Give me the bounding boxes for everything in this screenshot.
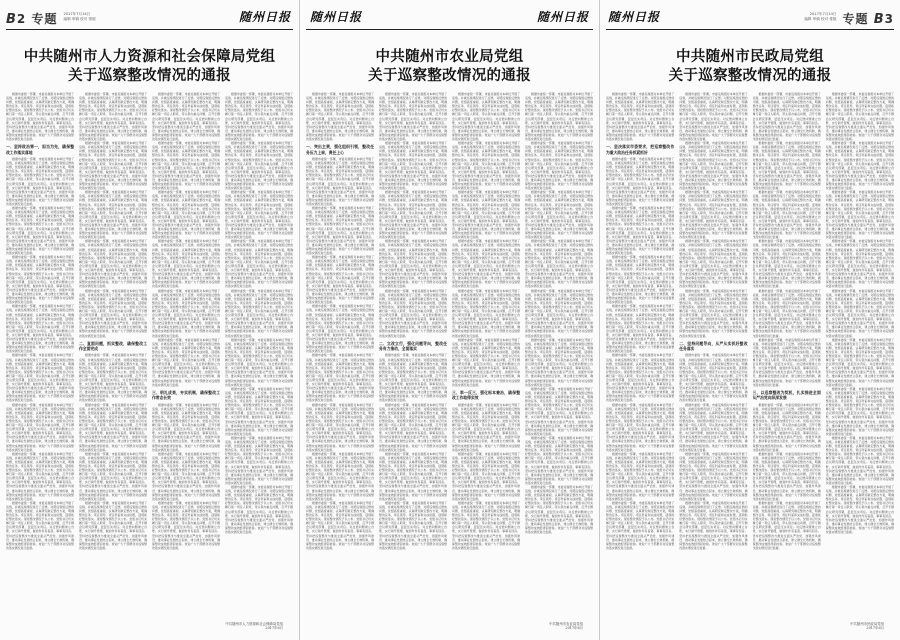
- body-paragraph: 根据市委统一部署，市委巡察组对本单位开展了巡察，并就巡察情况进行了反馈。对照巡察组反馈的问题，党组高度重视，认真研究制定整改方案，明确整改任务、责任领导、责任科室和完成时限，逐项抓好整改落实。现将整改情况予以公布。党组书记切实履行第一责任人职责，带头领办重点问题，召开专题会议研究部署，层层压实责任。对反馈问题建立台账，实行销号管理，做到件件有着落、事事有回音。坚持把巡察整改与推进全面从严治党、加强作风建设、推动事业发展结合起来，建立健全长效机制，确保整改成效经得起检验。欢迎广大干部群众对巡察整改落实情况进行监督。: [379, 190, 447, 240]
- body-paragraph: 根据市委统一部署，市委巡察组对本单位开展了巡察，并就巡察情况进行了反馈。对照巡察组反馈的问题，党组高度重视，认真研究制定整改方案，明确整改任务、责任领导、责任科室和完成时限，逐项抓好整改落实。现将整改情况予以公布。党组书记切实履行第一责任人职责，带头领办重点问题，召开专题会议研究部署，层层压实责任。对反馈问题建立台账，实行销号管理，做到件件有着落、事事有回音。坚持把巡察整改与推进全面从严治党、加强作风建设、推动事业发展结合起来，建立健全长效机制，确保整改成效经得起检验。欢迎广大干部群众对巡察整改落实情况进行监督。: [606, 206, 675, 256]
- body-paragraph: 根据市委统一部署，市委巡察组对本单位开展了巡察，并就巡察情况进行了反馈。对照巡察组反馈的问题，党组高度重视，认真研究制定整改方案，明确整改任务、责任领导、责任科室和完成时限，逐项抓好整改落实。现将整改情况予以公布。党组书记切实履行第一责任人职责，带头领办重点问题，召开专题会议研究部署，层层压实责任。对反馈问题建立台账，实行销号管理，做到件件有着落、事事有回音。坚持把巡察整改与推进全面从严治党、加强作风建设、推动事业发展结合起来，建立健全长效机制，确保整改成效经得起检验。欢迎广大干部群众对巡察整改落实情况进行监督。: [825, 485, 894, 535]
- section-subheading: 一、突出主责，强化组织引领，整改任务压力上肩，责任上心: [306, 144, 374, 155]
- body-paragraph: 根据市委统一部署，市委巡察组对本单位开展了巡察，并就巡察情况进行了反馈。对照巡察组反馈的问题，党组高度重视，认真研究制定整改方案，明确整改任务、责任领导、责任科室和完成时限，逐项抓好整改落实。现将整改情况予以公布。党组书记切实履行第一责任人职责，带头领办重点问题，召开专题会议研究部署，层层压实责任。对反馈问题建立台账，实行销号管理，做到件件有着落、事事有回音。坚持把巡察整改与推进全面从严治党、加强作风建设、推动事业发展结合起来，建立健全长效机制，确保整改成效经得起检验。欢迎广大干部群众对巡察整改落实情况进行监督。: [379, 402, 447, 452]
- body-paragraph: 根据市委统一部署，市委巡察组对本单位开展了巡察，并就巡察情况进行了反馈。对照巡察组反馈的问题，党组高度重视，认真研究制定整改方案，明确整改任务、责任领导、责任科室和完成时限，逐项抓好整改落实。现将整改情况予以公布。党组书记切实履行第一责任人职责，带头领办重点问题，召开专题会议研究部署，层层压实责任。对反馈问题建立台账，实行销号管理，做到件件有着落、事事有回音。坚持把巡察整改与推进全面从严治党、加强作风建设、推动事业发展结合起来，建立健全长效机制，确保整改成效经得起检验。欢迎广大干部群众对巡察整改落实情况进行监督。: [79, 288, 147, 338]
- body-paragraph: 根据市委统一部署，市委巡察组对本单位开展了巡察，并就巡察情况进行了反馈。对照巡察组反馈的问题，党组高度重视，认真研究制定整改方案，明确整改任务、责任领导、责任科室和完成时限，逐项抓好整改落实。现将整改情况予以公布。党组书记切实履行第一责任人职责，带头领办重点问题，召开专题会议研究部署，层层压实责任。对反馈问题建立台账，实行销号管理，做到件件有着落、事事有回音。坚持把巡察整改与推进全面从严治党、加强作风建设、推动事业发展结合起来，建立健全长效机制，确保整改成效经得起检验。欢迎广大干部群众对巡察整改落实情况进行监督。: [525, 288, 593, 338]
- signature-org: 中共随州市民政局党组: [850, 621, 884, 626]
- body-paragraph: 根据市委统一部署，市委巡察组对本单位开展了巡察，并就巡察情况进行了反馈。对照巡察组反馈的问题，党组高度重视，认真研究制定整改方案，明确整改任务、责任领导、责任科室和完成时限，逐项抓好整改落实。现将整改情况予以公布。党组书记切实履行第一责任人职责，带头领办重点问题，召开专题会议研究部署，层层压实责任。对反馈问题建立台账，实行销号管理，做到件件有着落、事事有回音。坚持把巡察整改与推进全面从严治党、加强作风建设、推动事业发展结合起来，建立健全长效机制，确保整改成效经得起检验。欢迎广大干部群众对巡察整改落实情况进行监督。: [825, 141, 894, 191]
- header-editors: 编辑 审稿 校对 排版: [804, 17, 837, 21]
- text-column: [152, 92, 220, 616]
- article-columns: [606, 92, 894, 616]
- body-paragraph: 根据市委统一部署，市委巡察组对本单位开展了巡察，并就巡察情况进行了反馈。对照巡察组反馈的问题，党组高度重视，认真研究制定整改方案，明确整改任务、责任领导、责任科室和完成时限，逐项抓好整改落实。现将整改情况予以公布。党组书记切实履行第一责任人职责，带头领办重点问题，召开专题会议研究部署，层层压实责任。对反馈问题建立台账，实行销号管理，做到件件有着落、事事有回音。坚持把巡察整改与推进全面从严治党、加强作风建设、推动事业发展结合起来，建立健全长效机制，确保整改成效经得起检验。欢迎广大干部群众对巡察整改落实情况进行监督。: [379, 353, 447, 403]
- headline: [0, 48, 299, 86]
- header-date: 2017年7月14日: [809, 12, 837, 16]
- body-paragraph: 根据市委统一部署，市委巡察组对本单位开展了巡察，并就巡察情况进行了反馈。对照巡察组反馈的问题，党组高度重视，认真研究制定整改方案，明确整改任务、责任领导、责任科室和完成时限，逐项抓好整改落实。现将整改情况予以公布。党组书记切实履行第一责任人职责，带头领办重点问题，召开专题会议研究部署，层层压实责任。对反馈问题建立台账，实行销号管理，做到件件有着落、事事有回音。坚持把巡察整改与推进全面从严治党、加强作风建设、推动事业发展结合起来，建立健全长效机制，确保整改成效经得起检验。欢迎广大干部群众对巡察整改落实情况进行监督。: [6, 255, 74, 305]
- body-paragraph: 根据市委统一部署，市委巡察组对本单位开展了巡察，并就巡察情况进行了反馈。对照巡察组反馈的问题，党组高度重视，认真研究制定整改方案，明确整改任务、责任领导、责任科室和完成时限，逐项抓好整改落实。现将整改情况予以公布。党组书记切实履行第一责任人职责，带头领办重点问题，召开专题会议研究部署，层层压实责任。对反馈问题建立台账，实行销号管理，做到件件有着落、事事有回音。坚持把巡察整改与推进全面从严治党、加强作风建设、推动事业发展结合起来，建立健全长效机制，确保整改成效经得起检验。欢迎广大干部群众对巡察整改落实情况进行监督。: [452, 500, 520, 550]
- body-paragraph: 根据市委统一部署，市委巡察组对本单位开展了巡察，并就巡察情况进行了反馈。对照巡察组反馈的问题，党组高度重视，认真研究制定整改方案，明确整改任务、责任领导、责任科室和完成时限，逐项抓好整改落实。现将整改情况予以公布。党组书记切实履行第一责任人职责，带头领办重点问题，召开专题会议研究部署，层层压实责任。对反馈问题建立台账，实行销号管理，做到件件有着落、事事有回音。坚持把巡察整改与推进全面从严治党、加强作风建设、推动事业发展结合起来，建立健全长效机制，确保整改成效经得起检验。欢迎广大干部群众对巡察整改落实情况进行监督。: [152, 141, 220, 191]
- body-paragraph: 根据市委统一部署，市委巡察组对本单位开展了巡察，并就巡察情况进行了反馈。对照巡察组反馈的问题，党组高度重视，认真研究制定整改方案，明确整改任务、责任领导、责任科室和完成时限，逐项抓好整改落实。现将整改情况予以公布。党组书记切实履行第一责任人职责，带头领办重点问题，召开专题会议研究部署，层层压实责任。对反馈问题建立台账，实行销号管理，做到件件有着落、事事有回音。坚持把巡察整改与推进全面从严治党、加强作风建设、推动事业发展结合起来，建立健全长效机制，确保整改成效经得起检验。欢迎广大干部群众对巡察整改落实情况进行监督。: [225, 190, 293, 240]
- header-rule: [306, 29, 593, 30]
- masthead: 随州日报: [238, 10, 291, 24]
- body-paragraph: 根据市委统一部署，市委巡察组对本单位开展了巡察，并就巡察情况进行了反馈。对照巡察组反馈的问题，党组高度重视，认真研究制定整改方案，明确整改任务、责任领导、责任科室和完成时限，逐项抓好整改落实。现将整改情况予以公布。党组书记切实履行第一责任人职责，带头领办重点问题，召开专题会议研究部署，层层压实责任。对反馈问题建立台账，实行销号管理，做到件件有着落、事事有回音。坚持把巡察整改与推进全面从严治党、加强作风建设、推动事业发展结合起来，建立健全长效机制，确保整改成效经得起检验。欢迎广大干部群众对巡察整改落实情况进行监督。: [379, 451, 447, 501]
- body-paragraph: 根据市委统一部署，市委巡察组对本单位开展了巡察，并就巡察情况进行了反馈。对照巡察组反馈的问题，党组高度重视，认真研究制定整改方案，明确整改任务、责任领导、责任科室和完成时限，逐项抓好整改落实。现将整改情况予以公布。党组书记切实履行第一责任人职责，带头领办重点问题，召开专题会议研究部署，层层压实责任。对反馈问题建立台账，实行销号管理，做到件件有着落、事事有回音。坚持把巡察整改与推进全面从严治党、加强作风建设、推动事业发展结合起来，建立健全长效机制，确保整改成效经得起检验。欢迎广大干部群众对巡察整改落实情况进行监督。: [525, 435, 593, 485]
- body-paragraph: 根据市委统一部署，市委巡察组对本单位开展了巡察，并就巡察情况进行了反馈。对照巡察组反馈的问题，党组高度重视，认真研究制定整改方案，明确整改任务、责任领导、责任科室和完成时限，逐项抓好整改落实。现将整改情况予以公布。党组书记切实履行第一责任人职责，带头领办重点问题，召开专题会议研究部署，层层压实责任。对反馈问题建立台账，实行销号管理，做到件件有着落、事事有回音。坚持把巡察整改与推进全面从严治党、加强作风建设、推动事业发展结合起来，建立健全长效机制，确保整改成效经得起检验。欢迎广大干部群众对巡察整改落实情况进行监督。: [452, 190, 520, 240]
- text-column: [306, 92, 374, 616]
- body-paragraph: 根据市委统一部署，市委巡察组对本单位开展了巡察，并就巡察情况进行了反馈。对照巡察组反馈的问题，党组高度重视，认真研究制定整改方案，明确整改任务、责任领导、责任科室和完成时限，逐项抓好整改落实。现将整改情况予以公布。党组书记切实履行第一责任人职责，带头领办重点问题，召开专题会议研究部署，层层压实责任。对反馈问题建立台账，实行销号管理，做到件件有着落、事事有回音。坚持把巡察整改与推进全面从严治党、加强作风建设、推动事业发展结合起来，建立健全长效机制，确保整改成效经得起检验。欢迎广大干部群众对巡察整改落实情况进行监督。: [606, 255, 675, 305]
- text-column: [679, 92, 747, 616]
- body-paragraph: 根据市委统一部署，市委巡察组对本单位开展了巡察，并就巡察情况进行了反馈。对照巡察组反馈的问题，党组高度重视，认真研究制定整改方案，明确整改任务、责任领导、责任科室和完成时限，逐项抓好整改落实。现将整改情况予以公布。党组书记切实履行第一责任人职责，带头领办重点问题，召开专题会议研究部署，层层压实责任。对反馈问题建立台账，实行销号管理，做到件件有着落、事事有回音。坚持把巡察整改与推进全面从严治党、加强作风建设、推动事业发展结合起来，建立健全长效机制，确保整改成效经得起检验。欢迎广大干部群众对巡察整改落实情况进行监督。: [679, 500, 748, 550]
- body-paragraph: 根据市委统一部署，市委巡察组对本单位开展了巡察，并就巡察情况进行了反馈。对照巡察组反馈的问题，党组高度重视，认真研究制定整改方案，明确整改任务、责任领导、责任科室和完成时限，逐项抓好整改落实。现将整改情况予以公布。党组书记切实履行第一责任人职责，带头领办重点问题，召开专题会议研究部署，层层压实责任。对反馈问题建立台账，实行销号管理，做到件件有着落、事事有回音。坚持把巡察整改与推进全面从严治党、加强作风建设、推动事业发展结合起来，建立健全长效机制，确保整改成效经得起检验。欢迎广大干部群众对巡察整改落实情况进行监督。: [752, 288, 821, 338]
- headline: [600, 48, 900, 86]
- body-paragraph: 根据市委统一部署，市委巡察组对本单位开展了巡察，并就巡察情况进行了反馈。对照巡察组反馈的问题，党组高度重视，认真研究制定整改方案，明确整改任务、责任领导、责任科室和完成时限，逐项抓好整改落实。现将整改情况予以公布。党组书记切实履行第一责任人职责，带头领办重点问题，召开专题会议研究部署，层层压实责任。对反馈问题建立台账，实行销号管理，做到件件有着落、事事有回音。坚持把巡察整改与推进全面从严治党、加强作风建设、推动事业发展结合起来，建立健全长效机制，确保整改成效经得起检验。欢迎广大干部群众对巡察整改落实情况进行监督。: [306, 92, 374, 142]
- page-left: [0, 0, 300, 640]
- text-column: [6, 92, 74, 616]
- body-paragraph: 根据市委统一部署，市委巡察组对本单位开展了巡察，并就巡察情况进行了反馈。对照巡察组反馈的问题，党组高度重视，认真研究制定整改方案，明确整改任务、责任领导、责任科室和完成时限，逐项抓好整改落实。现将整改情况予以公布。党组书记切实履行第一责任人职责，带头领办重点问题，召开专题会议研究部署，层层压实责任。对反馈问题建立台账，实行销号管理，做到件件有着落、事事有回音。坚持把巡察整改与推进全面从严治党、加强作风建设、推动事业发展结合起来，建立健全长效机制，确保整改成效经得起检验。欢迎广大干部群众对巡察整改落实情况进行监督。: [825, 239, 894, 289]
- page-center: [300, 0, 600, 640]
- body-paragraph: 根据市委统一部署，市委巡察组对本单位开展了巡察，并就巡察情况进行了反馈。对照巡察组反馈的问题，党组高度重视，认真研究制定整改方案，明确整改任务、责任领导、责任科室和完成时限，逐项抓好整改落实。现将整改情况予以公布。党组书记切实履行第一责任人职责，带头领办重点问题，召开专题会议研究部署，层层压实责任。对反馈问题建立台账，实行销号管理，做到件件有着落、事事有回音。坚持把巡察整改与推进全面从严治党、加强作风建设、推动事业发展结合起来，建立健全长效机制，确保整改成效经得起检验。欢迎广大干部群众对巡察整改落实情况进行监督。: [606, 500, 675, 550]
- text-column: [79, 92, 147, 616]
- section-letter: B: [873, 12, 885, 27]
- body-paragraph: 根据市委统一部署，市委巡察组对本单位开展了巡察，并就巡察情况进行了反馈。对照巡察组反馈的问题，党组高度重视，认真研究制定整改方案，明确整改任务、责任领导、责任科室和完成时限，逐项抓好整改落实。现将整改情况予以公布。党组书记切实履行第一责任人职责，带头领办重点问题，召开专题会议研究部署，层层压实责任。对反馈问题建立台账，实行销号管理，做到件件有着落、事事有回音。坚持把巡察整改与推进全面从严治党、加强作风建设、推动事业发展结合起来，建立健全长效机制，确保整改成效经得起检验。欢迎广大干部群众对巡察整改落实情况进行监督。: [525, 141, 593, 191]
- section-label: 专题: [842, 12, 869, 26]
- body-paragraph: 根据市委统一部署，市委巡察组对本单位开展了巡察，并就巡察情况进行了反馈。对照巡察组反馈的问题，党组高度重视，认真研究制定整改方案，明确整改任务、责任领导、责任科室和完成时限，逐项抓好整改落实。现将整改情况予以公布。党组书记切实履行第一责任人职责，带头领办重点问题，召开专题会议研究部署，层层压实责任。对反馈问题建立台账，实行销号管理，做到件件有着落、事事有回音。坚持把巡察整改与推进全面从严治党、加强作风建设、推动事业发展结合起来，建立健全长效机制，确保整改成效经得起检验。欢迎广大干部群众对巡察整改落实情况进行监督。: [152, 451, 220, 501]
- body-paragraph: 根据市委统一部署，市委巡察组对本单位开展了巡察，并就巡察情况进行了反馈。对照巡察组反馈的问题，党组高度重视，认真研究制定整改方案，明确整改任务、责任领导、责任科室和完成时限，逐项抓好整改落实。现将整改情况予以公布。党组书记切实履行第一责任人职责，带头领办重点问题，召开专题会议研究部署，层层压实责任。对反馈问题建立台账，实行销号管理，做到件件有着落、事事有回音。坚持把巡察整改与推进全面从严治党、加强作风建设、推动事业发展结合起来，建立健全长效机制，确保整改成效经得起检验。欢迎广大干部群众对巡察整改落实情况进行监督。: [152, 92, 220, 142]
- body-paragraph: 根据市委统一部署，市委巡察组对本单位开展了巡察，并就巡察情况进行了反馈。对照巡察组反馈的问题，党组高度重视，认真研究制定整改方案，明确整改任务、责任领导、责任科室和完成时限，逐项抓好整改落实。现将整改情况予以公布。党组书记切实履行第一责任人职责，带头领办重点问题，召开专题会议研究部署，层层压实责任。对反馈问题建立台账，实行销号管理，做到件件有着落、事事有回音。坚持把巡察整改与推进全面从严治党、加强作风建设、推动事业发展结合起来，建立健全长效机制，确保整改成效经得起检验。欢迎广大干部群众对巡察整改落实情况进行监督。: [679, 288, 748, 338]
- header-editors: 编辑 审稿 校对 排版: [63, 17, 96, 21]
- body-paragraph: 根据市委统一部署，市委巡察组对本单位开展了巡察，并就巡察情况进行了反馈。对照巡察组反馈的问题，党组高度重视，认真研究制定整改方案，明确整改任务、责任领导、责任科室和完成时限，逐项抓好整改落实。现将整改情况予以公布。党组书记切实履行第一责任人职责，带头领办重点问题，召开专题会议研究部署，层层压实责任。对反馈问题建立台账，实行销号管理，做到件件有着落、事事有回音。坚持把巡察整改与推进全面从严治党、加强作风建设、推动事业发展结合起来，建立健全长效机制，确保整改成效经得起检验。欢迎广大干部群众对巡察整改落实情况进行监督。: [6, 304, 74, 354]
- section-subheading: 一、坚决落实市委要求，把巡察整改作为重大政治任务抓紧抓好: [606, 144, 675, 155]
- body-paragraph: 根据市委统一部署，市委巡察组对本单位开展了巡察，并就巡察情况进行了反馈。对照巡察组反馈的问题，党组高度重视，认真研究制定整改方案，明确整改任务、责任领导、责任科室和完成时限，逐项抓好整改落实。现将整改情况予以公布。党组书记切实履行第一责任人职责，带头领办重点问题，召开专题会议研究部署，层层压实责任。对反馈问题建立台账，实行销号管理，做到件件有着落、事事有回音。坚持把巡察整改与推进全面从严治党、加强作风建设、推动事业发展结合起来，建立健全长效机制，确保整改成效经得起检验。欢迎广大干部群众对巡察整改落实情况进行监督。: [225, 239, 293, 289]
- body-paragraph: 根据市委统一部署，市委巡察组对本单位开展了巡察，并就巡察情况进行了反馈。对照巡察组反馈的问题，党组高度重视，认真研究制定整改方案，明确整改任务、责任领导、责任科室和完成时限，逐项抓好整改落实。现将整改情况予以公布。党组书记切实履行第一责任人职责，带头领办重点问题，召开专题会议研究部署，层层压实责任。对反馈问题建立台账，实行销号管理，做到件件有着落、事事有回音。坚持把巡察整改与推进全面从严治党、加强作风建设、推动事业发展结合起来，建立健全长效机制，确保整改成效经得起检验。欢迎广大干部群众对巡察整改落实情况进行监督。: [525, 239, 593, 289]
- body-paragraph: 根据市委统一部署，市委巡察组对本单位开展了巡察，并就巡察情况进行了反馈。对照巡察组反馈的问题，党组高度重视，认真研究制定整改方案，明确整改任务、责任领导、责任科室和完成时限，逐项抓好整改落实。现将整改情况予以公布。党组书记切实履行第一责任人职责，带头领办重点问题，召开专题会议研究部署，层层压实责任。对反馈问题建立台账，实行销号管理，做到件件有着落、事事有回音。坚持把巡察整改与推进全面从严治党、加强作风建设、推动事业发展结合起来，建立健全长效机制，确保整改成效经得起检验。欢迎广大干部群众对巡察整改落实情况进行监督。: [525, 337, 593, 387]
- body-paragraph: 根据市委统一部署，市委巡察组对本单位开展了巡察，并就巡察情况进行了反馈。对照巡察组反馈的问题，党组高度重视，认真研究制定整改方案，明确整改任务、责任领导、责任科室和完成时限，逐项抓好整改落实。现将整改情况予以公布。党组书记切实履行第一责任人职责，带头领办重点问题，召开专题会议研究部署，层层压实责任。对反馈问题建立台账，实行销号管理，做到件件有着落、事事有回音。坚持把巡察整改与推进全面从严治党、加强作风建设、推动事业发展结合起来，建立健全长效机制，确保整改成效经得起检验。欢迎广大干部群众对巡察整改落实情况进行监督。: [6, 402, 74, 452]
- body-paragraph: 根据市委统一部署，市委巡察组对本单位开展了巡察，并就巡察情况进行了反馈。对照巡察组反馈的问题，党组高度重视，认真研究制定整改方案，明确整改任务、责任领导、责任科室和完成时限，逐项抓好整改落实。现将整改情况予以公布。党组书记切实履行第一责任人职责，带头领办重点问题，召开专题会议研究部署，层层压实责任。对反馈问题建立台账，实行销号管理，做到件件有着落、事事有回音。坚持把巡察整改与推进全面从严治党、加强作风建设、推动事业发展结合起来，建立健全长效机制，确保整改成效经得起检验。欢迎广大干部群众对巡察整改落实情况进行监督。: [525, 485, 593, 535]
- body-paragraph: 根据市委统一部署，市委巡察组对本单位开展了巡察，并就巡察情况进行了反馈。对照巡察组反馈的问题，党组高度重视，认真研究制定整改方案，明确整改任务、责任领导、责任科室和完成时限，逐项抓好整改落实。现将整改情况予以公布。党组书记切实履行第一责任人职责，带头领办重点问题，召开专题会议研究部署，层层压实责任。对反馈问题建立台账，实行销号管理，做到件件有着落、事事有回音。坚持把巡察整改与推进全面从严治党、加强作风建设、推动事业发展结合起来，建立健全长效机制，确保整改成效经得起检验。欢迎广大干部群众对巡察整改落实情况进行监督。: [752, 451, 821, 501]
- body-paragraph: 根据市委统一部署，市委巡察组对本单位开展了巡察，并就巡察情况进行了反馈。对照巡察组反馈的问题，党组高度重视，认真研究制定整改方案，明确整改任务、责任领导、责任科室和完成时限，逐项抓好整改落实。现将整改情况予以公布。党组书记切实履行第一责任人职责，带头领办重点问题，召开专题会议研究部署，层层压实责任。对反馈问题建立台账，实行销号管理，做到件件有着落、事事有回音。坚持把巡察整改与推进全面从严治党、加强作风建设、推动事业发展结合起来，建立健全长效机制，确保整改成效经得起检验。欢迎广大干部群众对巡察整改落实情况进行监督。: [225, 485, 293, 535]
- section-number: 2: [16, 12, 27, 26]
- signature-date: 2017年6月: [866, 626, 884, 631]
- body-paragraph: 根据市委统一部署，市委巡察组对本单位开展了巡察，并就巡察情况进行了反馈。对照巡察组反馈的问题，党组高度重视，认真研究制定整改方案，明确整改任务、责任领导、责任科室和完成时限，逐项抓好整改落实。现将整改情况予以公布。党组书记切实履行第一责任人职责，带头领办重点问题，召开专题会议研究部署，层层压实责任。对反馈问题建立台账，实行销号管理，做到件件有着落、事事有回音。坚持把巡察整改与推进全面从严治党、加强作风建设、推动事业发展结合起来，建立健全长效机制，确保整改成效经得起检验。欢迎广大干部群众对巡察整改落实情况进行监督。: [306, 206, 374, 256]
- header-rule: [6, 29, 293, 30]
- body-paragraph: 根据市委统一部署，市委巡察组对本单位开展了巡察，并就巡察情况进行了反馈。对照巡察组反馈的问题，党组高度重视，认真研究制定整改方案，明确整改任务、责任领导、责任科室和完成时限，逐项抓好整改落实。现将整改情况予以公布。党组书记切实履行第一责任人职责，带头领办重点问题，召开专题会议研究部署，层层压实责任。对反馈问题建立台账，实行销号管理，做到件件有着落、事事有回音。坚持把巡察整改与推进全面从严治党、加强作风建设、推动事业发展结合起来，建立健全长效机制，确保整改成效经得起检验。欢迎广大干部群众对巡察整改落实情况进行监督。: [225, 435, 293, 485]
- section-subheading: 三、举一反三，强化标本兼治，确保整改工作取得实效: [452, 389, 520, 401]
- body-paragraph: 根据市委统一部署，市委巡察组对本单位开展了巡察，并就巡察情况进行了反馈。对照巡察组反馈的问题，党组高度重视，认真研究制定整改方案，明确整改任务、责任领导、责任科室和完成时限，逐项抓好整改落实。现将整改情况予以公布。党组书记切实履行第一责任人职责，带头领办重点问题，召开专题会议研究部署，层层压实责任。对反馈问题建立台账，实行销号管理，做到件件有着落、事事有回音。坚持把巡察整改与推进全面从严治党、加强作风建设、推动事业发展结合起来，建立健全长效机制，确保整改成效经得起检验。欢迎广大干部群众对巡察整改落实情况进行监督。: [679, 353, 748, 403]
- body-paragraph: 根据市委统一部署，市委巡察组对本单位开展了巡察，并就巡察情况进行了反馈。对照巡察组反馈的问题，党组高度重视，认真研究制定整改方案，明确整改任务、责任领导、责任科室和完成时限，逐项抓好整改落实。现将整改情况予以公布。党组书记切实履行第一责任人职责，带头领办重点问题，召开专题会议研究部署，层层压实责任。对反馈问题建立台账，实行销号管理，做到件件有着落、事事有回音。坚持把巡察整改与推进全面从严治党、加强作风建设、推动事业发展结合起来，建立健全长效机制，确保整改成效经得起检验。欢迎广大干部群众对巡察整改落实情况进行监督。: [525, 190, 593, 240]
- article-columns: [306, 92, 593, 616]
- body-paragraph: 根据市委统一部署，市委巡察组对本单位开展了巡察，并就巡察情况进行了反馈。对照巡察组反馈的问题，党组高度重视，认真研究制定整改方案，明确整改任务、责任领导、责任科室和完成时限，逐项抓好整改落实。现将整改情况予以公布。党组书记切实履行第一责任人职责，带头领办重点问题，召开专题会议研究部署，层层压实责任。对反馈问题建立台账，实行销号管理，做到件件有着落、事事有回音。坚持把巡察整改与推进全面从严治党、加强作风建设、推动事业发展结合起来，建立健全长效机制，确保整改成效经得起检验。欢迎广大干部群众对巡察整改落实情况进行监督。: [606, 451, 675, 501]
- section-subheading: 二、坚持问题导向，从严从实抓好整改任务落实: [679, 340, 748, 352]
- section-number: 3: [884, 12, 894, 26]
- body-paragraph: 根据市委统一部署，市委巡察组对本单位开展了巡察，并就巡察情况进行了反馈。对照巡察组反馈的问题，党组高度重视，认真研究制定整改方案，明确整改任务、责任领导、责任科室和完成时限，逐项抓好整改落实。现将整改情况予以公布。党组书记切实履行第一责任人职责，带头领办重点问题，召开专题会议研究部署，层层压实责任。对反馈问题建立台账，实行销号管理，做到件件有着落、事事有回音。坚持把巡察整改与推进全面从严治党、加强作风建设、推动事业发展结合起来，建立健全长效机制，确保整改成效经得起检验。欢迎广大干部群众对巡察整改落实情况进行监督。: [152, 337, 220, 387]
- section-subheading: 三、明礼成果，夯实机制，确保整改工作常态长效: [152, 389, 220, 401]
- body-paragraph: 根据市委统一部署，市委巡察组对本单位开展了巡察，并就巡察情况进行了反馈。对照巡察组反馈的问题，党组高度重视，认真研究制定整改方案，明确整改任务、责任领导、责任科室和完成时限，逐项抓好整改落实。现将整改情况予以公布。党组书记切实履行第一责任人职责，带头领办重点问题，召开专题会议研究部署，层层压实责任。对反馈问题建立台账，实行销号管理，做到件件有着落、事事有回音。坚持把巡察整改与推进全面从严治党、加强作风建设、推动事业发展结合起来，建立健全长效机制，确保整改成效经得起检验。欢迎广大干部群众对巡察整改落实情况进行监督。: [606, 156, 675, 206]
- body-paragraph: 根据市委统一部署，市委巡察组对本单位开展了巡察，并就巡察情况进行了反馈。对照巡察组反馈的问题，党组高度重视，认真研究制定整改方案，明确整改任务、责任领导、责任科室和完成时限，逐项抓好整改落实。现将整改情况予以公布。党组书记切实履行第一责任人职责，带头领办重点问题，召开专题会议研究部署，层层压实责任。对反馈问题建立台账，实行销号管理，做到件件有着落、事事有回音。坚持把巡察整改与推进全面从严治党、加强作风建设、推动事业发展结合起来，建立健全长效机制，确保整改成效经得起检验。欢迎广大干部群众对巡察整改落实情况进行监督。: [752, 141, 821, 191]
- body-paragraph: 根据市委统一部署，市委巡察组对本单位开展了巡察，并就巡察情况进行了反馈。对照巡察组反馈的问题，党组高度重视，认真研究制定整改方案，明确整改任务、责任领导、责任科室和完成时限，逐项抓好整改落实。现将整改情况予以公布。党组书记切实履行第一责任人职责，带头领办重点问题，召开专题会议研究部署，层层压实责任。对反馈问题建立台账，实行销号管理，做到件件有着落、事事有回音。坚持把巡察整改与推进全面从严治党、加强作风建设、推动事业发展结合起来，建立健全长效机制，确保整改成效经得起检验。欢迎广大干部群众对巡察整改落实情况进行监督。: [452, 92, 520, 142]
- body-paragraph: 根据市委统一部署，市委巡察组对本单位开展了巡察，并就巡察情况进行了反馈。对照巡察组反馈的问题，党组高度重视，认真研究制定整改方案，明确整改任务、责任领导、责任科室和完成时限，逐项抓好整改落实。现将整改情况予以公布。党组书记切实履行第一责任人职责，带头领办重点问题，召开专题会议研究部署，层层压实责任。对反馈问题建立台账，实行销号管理，做到件件有着落、事事有回音。坚持把巡察整改与推进全面从严治党、加强作风建设、推动事业发展结合起来，建立健全长效机制，确保整改成效经得起检验。欢迎广大干部群众对巡察整改落实情况进行监督。: [152, 500, 220, 550]
- body-paragraph: 根据市委统一部署，市委巡察组对本单位开展了巡察，并就巡察情况进行了反馈。对照巡察组反馈的问题，党组高度重视，认真研究制定整改方案，明确整改任务、责任领导、责任科室和完成时限，逐项抓好整改落实。现将整改情况予以公布。党组书记切实履行第一责任人职责，带头领办重点问题，召开专题会议研究部署，层层压实责任。对反馈问题建立台账，实行销号管理，做到件件有着落、事事有回音。坚持把巡察整改与推进全面从严治党、加强作风建设、推动事业发展结合起来，建立健全长效机制，确保整改成效经得起检验。欢迎广大干部群众对巡察整改落实情况进行监督。: [379, 92, 447, 142]
- headline-line-2: 关于巡察整改情况的通报: [668, 68, 832, 84]
- body-paragraph: 根据市委统一部署，市委巡察组对本单位开展了巡察，并就巡察情况进行了反馈。对照巡察组反馈的问题，党组高度重视，认真研究制定整改方案，明确整改任务、责任领导、责任科室和完成时限，逐项抓好整改落实。现将整改情况予以公布。党组书记切实履行第一责任人职责，带头领办重点问题，召开专题会议研究部署，层层压实责任。对反馈问题建立台账，实行销号管理，做到件件有着落、事事有回音。坚持把巡察整改与推进全面从严治党、加强作风建设、推动事业发展结合起来，建立健全长效机制，确保整改成效经得起检验。欢迎广大干部群众对巡察整改落实情况进行监督。: [306, 353, 374, 403]
- masthead-center-left: 随州日报: [310, 10, 363, 24]
- signature-date: 2017年6月: [265, 626, 283, 631]
- body-paragraph: 根据市委统一部署，市委巡察组对本单位开展了巡察，并就巡察情况进行了反馈。对照巡察组反馈的问题，党组高度重视，认真研究制定整改方案，明确整改任务、责任领导、责任科室和完成时限，逐项抓好整改落实。现将整改情况予以公布。党组书记切实履行第一责任人职责，带头领办重点问题，召开专题会议研究部署，层层压实责任。对反馈问题建立台账，实行销号管理，做到件件有着落、事事有回音。坚持把巡察整改与推进全面从严治党、加强作风建设、推动事业发展结合起来，建立健全长效机制，确保整改成效经得起检验。欢迎广大干部群众对巡察整改落实情况进行监督。: [679, 141, 748, 191]
- headline: [300, 48, 599, 86]
- article-signature: [225, 622, 283, 631]
- body-paragraph: 根据市委统一部署，市委巡察组对本单位开展了巡察，并就巡察情况进行了反馈。对照巡察组反馈的问题，党组高度重视，认真研究制定整改方案，明确整改任务、责任领导、责任科室和完成时限，逐项抓好整改落实。现将整改情况予以公布。党组书记切实履行第一责任人职责，带头领办重点问题，召开专题会议研究部署，层层压实责任。对反馈问题建立台账，实行销号管理，做到件件有着落、事事有回音。坚持把巡察整改与推进全面从严治党、加强作风建设、推动事业发展结合起来，建立健全长效机制，确保整改成效经得起检验。欢迎广大干部群众对巡察整改落实情况进行监督。: [225, 141, 293, 191]
- headline-line-2: 关于巡察整改情况的通报: [368, 68, 531, 84]
- body-paragraph: 根据市委统一部署，市委巡察组对本单位开展了巡察，并就巡察情况进行了反馈。对照巡察组反馈的问题，党组高度重视，认真研究制定整改方案，明确整改任务、责任领导、责任科室和完成时限，逐项抓好整改落实。现将整改情况予以公布。党组书记切实履行第一责任人职责，带头领办重点问题，召开专题会议研究部署，层层压实责任。对反馈问题建立台账，实行销号管理，做到件件有着落、事事有回音。坚持把巡察整改与推进全面从严治党、加强作风建设、推动事业发展结合起来，建立健全长效机制，确保整改成效经得起检验。欢迎广大干部群众对巡察整改落实情况进行监督。: [306, 255, 374, 305]
- body-paragraph: 根据市委统一部署，市委巡察组对本单位开展了巡察，并就巡察情况进行了反馈。对照巡察组反馈的问题，党组高度重视，认真研究制定整改方案，明确整改任务、责任领导、责任科室和完成时限，逐项抓好整改落实。现将整改情况予以公布。党组书记切实履行第一责任人职责，带头领办重点问题，召开专题会议研究部署，层层压实责任。对反馈问题建立台账，实行销号管理，做到件件有着落、事事有回音。坚持把巡察整改与推进全面从严治党、加强作风建设、推动事业发展结合起来，建立健全长效机制，确保整改成效经得起检验。欢迎广大干部群众对巡察整改落实情况进行监督。: [225, 288, 293, 338]
- body-paragraph: 根据市委统一部署，市委巡察组对本单位开展了巡察，并就巡察情况进行了反馈。对照巡察组反馈的问题，党组高度重视，认真研究制定整改方案，明确整改任务、责任领导、责任科室和完成时限，逐项抓好整改落实。现将整改情况予以公布。党组书记切实履行第一责任人职责，带头领办重点问题，召开专题会议研究部署，层层压实责任。对反馈问题建立台账，实行销号管理，做到件件有着落、事事有回音。坚持把巡察整改与推进全面从严治党、加强作风建设、推动事业发展结合起来，建立健全长效机制，确保整改成效经得起检验。欢迎广大干部群众对巡察整改落实情况进行监督。: [6, 92, 74, 142]
- body-paragraph: 根据市委统一部署，市委巡察组对本单位开展了巡察，并就巡察情况进行了反馈。对照巡察组反馈的问题，党组高度重视，认真研究制定整改方案，明确整改任务、责任领导、责任科室和完成时限，逐项抓好整改落实。现将整改情况予以公布。党组书记切实履行第一责任人职责，带头领办重点问题，召开专题会议研究部署，层层压实责任。对反馈问题建立台账，实行销号管理，做到件件有着落、事事有回音。坚持把巡察整改与推进全面从严治党、加强作风建设、推动事业发展结合起来，建立健全长效机制，确保整改成效经得起检验。欢迎广大干部群众对巡察整改落实情况进行监督。: [152, 288, 220, 338]
- body-paragraph: 根据市委统一部署，市委巡察组对本单位开展了巡察，并就巡察情况进行了反馈。对照巡察组反馈的问题，党组高度重视，认真研究制定整改方案，明确整改任务、责任领导、责任科室和完成时限，逐项抓好整改落实。现将整改情况予以公布。党组书记切实履行第一责任人职责，带头领办重点问题，召开专题会议研究部署，层层压实责任。对反馈问题建立台账，实行销号管理，做到件件有着落、事事有回音。坚持把巡察整改与推进全面从严治党、加强作风建设、推动事业发展结合起来，建立健全长效机制，确保整改成效经得起检验。欢迎广大干部群众对巡察整改落实情况进行监督。: [152, 190, 220, 240]
- headline-line-2: 关于巡察整改情况的通报: [68, 68, 231, 84]
- section-tag: [843, 10, 894, 27]
- article-signature: [549, 622, 583, 631]
- body-paragraph: 根据市委统一部署，市委巡察组对本单位开展了巡察，并就巡察情况进行了反馈。对照巡察组反馈的问题，党组高度重视，认真研究制定整改方案，明确整改任务、责任领导、责任科室和完成时限，逐项抓好整改落实。现将整改情况予以公布。党组书记切实履行第一责任人职责，带头领办重点问题，召开专题会议研究部署，层层压实责任。对反馈问题建立台账，实行销号管理，做到件件有着落、事事有回音。坚持把巡察整改与推进全面从严治党、加强作风建设、推动事业发展结合起来，建立健全长效机制，确保整改成效经得起检验。欢迎广大干部群众对巡察整改落实情况进行监督。: [825, 435, 894, 485]
- section-subheading: 一、坚持政治第一，担当为先，确保整改工作落实落地: [6, 144, 74, 155]
- body-paragraph: 根据市委统一部署，市委巡察组对本单位开展了巡察，并就巡察情况进行了反馈。对照巡察组反馈的问题，党组高度重视，认真研究制定整改方案，明确整改任务、责任领导、责任科室和完成时限，逐项抓好整改落实。现将整改情况予以公布。党组书记切实履行第一责任人职责，带头领办重点问题，召开专题会议研究部署，层层压实责任。对反馈问题建立台账，实行销号管理，做到件件有着落、事事有回音。坚持把巡察整改与推进全面从严治党、加强作风建设、推动事业发展结合起来，建立健全长效机制，确保整改成效经得起检验。欢迎广大干部群众对巡察整改落实情况进行监督。: [752, 500, 821, 550]
- body-paragraph: 根据市委统一部署，市委巡察组对本单位开展了巡察，并就巡察情况进行了反馈。对照巡察组反馈的问题，党组高度重视，认真研究制定整改方案，明确整改任务、责任领导、责任科室和完成时限，逐项抓好整改落实。现将整改情况予以公布。党组书记切实履行第一责任人职责，带头领办重点问题，召开专题会议研究部署，层层压实责任。对反馈问题建立台账，实行销号管理，做到件件有着落、事事有回音。坚持把巡察整改与推进全面从严治党、加强作风建设、推动事业发展结合起来，建立健全长效机制，确保整改成效经得起检验。欢迎广大干部群众对巡察整改落实情况进行监督。: [825, 288, 894, 338]
- body-paragraph: 根据市委统一部署，市委巡察组对本单位开展了巡察，并就巡察情况进行了反馈。对照巡察组反馈的问题，党组高度重视，认真研究制定整改方案，明确整改任务、责任领导、责任科室和完成时限，逐项抓好整改落实。现将整改情况予以公布。党组书记切实履行第一责任人职责，带头领办重点问题，召开专题会议研究部署，层层压实责任。对反馈问题建立台账，实行销号管理，做到件件有着落、事事有回音。坚持把巡察整改与推进全面从严治党、加强作风建设、推动事业发展结合起来，建立健全长效机制，确保整改成效经得起检验。欢迎广大干部群众对巡察整改落实情况进行监督。: [679, 402, 748, 452]
- body-paragraph: 根据市委统一部署，市委巡察组对本单位开展了巡察，并就巡察情况进行了反馈。对照巡察组反馈的问题，党组高度重视，认真研究制定整改方案，明确整改任务、责任领导、责任科室和完成时限，逐项抓好整改落实。现将整改情况予以公布。党组书记切实履行第一责任人职责，带头领办重点问题，召开专题会议研究部署，层层压实责任。对反馈问题建立台账，实行销号管理，做到件件有着落、事事有回音。坚持把巡察整改与推进全面从严治党、加强作风建设、推动事业发展结合起来，建立健全长效机制，确保整改成效经得起检验。欢迎广大干部群众对巡察整改落实情况进行监督。: [152, 239, 220, 289]
- text-column: [826, 92, 894, 616]
- body-paragraph: 根据市委统一部署，市委巡察组对本单位开展了巡察，并就巡察情况进行了反馈。对照巡察组反馈的问题，党组高度重视，认真研究制定整改方案，明确整改任务、责任领导、责任科室和完成时限，逐项抓好整改落实。现将整改情况予以公布。党组书记切实履行第一责任人职责，带头领办重点问题，召开专题会议研究部署，层层压实责任。对反馈问题建立台账，实行销号管理，做到件件有着落、事事有回音。坚持把巡察整改与推进全面从严治党、加强作风建设、推动事业发展结合起来，建立健全长效机制，确保整改成效经得起检验。欢迎广大干部群众对巡察整改落实情况进行监督。: [306, 451, 374, 501]
- body-paragraph: 根据市委统一部署，市委巡察组对本单位开展了巡察，并就巡察情况进行了反馈。对照巡察组反馈的问题，党组高度重视，认真研究制定整改方案，明确整改任务、责任领导、责任科室和完成时限，逐项抓好整改落实。现将整改情况予以公布。党组书记切实履行第一责任人职责，带头领办重点问题，召开专题会议研究部署，层层压实责任。对反馈问题建立台账，实行销号管理，做到件件有着落、事事有回音。坚持把巡察整改与推进全面从严治党、加强作风建设、推动事业发展结合起来，建立健全长效机制，确保整改成效经得起检验。欢迎广大干部群众对巡察整改落实情况进行监督。: [6, 206, 74, 256]
- signature-date: 2017年6月: [565, 626, 583, 631]
- body-paragraph: 根据市委统一部署，市委巡察组对本单位开展了巡察，并就巡察情况进行了反馈。对照巡察组反馈的问题，党组高度重视，认真研究制定整改方案，明确整改任务、责任领导、责任科室和完成时限，逐项抓好整改落实。现将整改情况予以公布。党组书记切实履行第一责任人职责，带头领办重点问题，召开专题会议研究部署，层层压实责任。对反馈问题建立台账，实行销号管理，做到件件有着落、事事有回音。坚持把巡察整改与推进全面从严治党、加强作风建设、推动事业发展结合起来，建立健全长效机制，确保整改成效经得起检验。欢迎广大干部群众对巡察整改落实情况进行监督。: [525, 386, 593, 436]
- body-paragraph: 根据市委统一部署，市委巡察组对本单位开展了巡察，并就巡察情况进行了反馈。对照巡察组反馈的问题，党组高度重视，认真研究制定整改方案，明确整改任务、责任领导、责任科室和完成时限，逐项抓好整改落实。现将整改情况予以公布。党组书记切实履行第一责任人职责，带头领办重点问题，召开专题会议研究部署，层层压实责任。对反馈问题建立台账，实行销号管理，做到件件有着落、事事有回音。坚持把巡察整改与推进全面从严治党、加强作风建设、推动事业发展结合起来，建立健全长效机制，确保整改成效经得起检验。欢迎广大干部群众对巡察整改落实情况进行监督。: [79, 239, 147, 289]
- section-tag: [6, 10, 57, 27]
- body-paragraph: 根据市委统一部署，市委巡察组对本单位开展了巡察，并就巡察情况进行了反馈。对照巡察组反馈的问题，党组高度重视，认真研究制定整改方案，明确整改任务、责任领导、责任科室和完成时限，逐项抓好整改落实。现将整改情况予以公布。党组书记切实履行第一责任人职责，带头领办重点问题，召开专题会议研究部署，层层压实责任。对反馈问题建立台账，实行销号管理，做到件件有着落、事事有回音。坚持把巡察整改与推进全面从严治党、加强作风建设、推动事业发展结合起来，建立健全长效机制，确保整改成效经得起检验。欢迎广大干部群众对巡察整改落实情况进行监督。: [606, 92, 675, 142]
- body-paragraph: 根据市委统一部署，市委巡察组对本单位开展了巡察，并就巡察情况进行了反馈。对照巡察组反馈的问题，党组高度重视，认真研究制定整改方案，明确整改任务、责任领导、责任科室和完成时限，逐项抓好整改落实。现将整改情况予以公布。党组书记切实履行第一责任人职责，带头领办重点问题，召开专题会议研究部署，层层压实责任。对反馈问题建立台账，实行销号管理，做到件件有着落、事事有回音。坚持把巡察整改与推进全面从严治党、加强作风建设、推动事业发展结合起来，建立健全长效机制，确保整改成效经得起检验。欢迎广大干部群众对巡察整改落实情况进行监督。: [679, 92, 748, 142]
- body-paragraph: 根据市委统一部署，市委巡察组对本单位开展了巡察，并就巡察情况进行了反馈。对照巡察组反馈的问题，党组高度重视，认真研究制定整改方案，明确整改任务、责任领导、责任科室和完成时限，逐项抓好整改落实。现将整改情况予以公布。党组书记切实履行第一责任人职责，带头领办重点问题，召开专题会议研究部署，层层压实责任。对反馈问题建立台账，实行销号管理，做到件件有着落、事事有回音。坚持把巡察整改与推进全面从严治党、加强作风建设、推动事业发展结合起来，建立健全长效机制，确保整改成效经得起检验。欢迎广大干部群众对巡察整改落实情况进行监督。: [679, 451, 748, 501]
- header-info: [804, 12, 836, 22]
- body-paragraph: 根据市委统一部署，市委巡察组对本单位开展了巡察，并就巡察情况进行了反馈。对照巡察组反馈的问题，党组高度重视，认真研究制定整改方案，明确整改任务、责任领导、责任科室和完成时限，逐项抓好整改落实。现将整改情况予以公布。党组书记切实履行第一责任人职责，带头领办重点问题，召开专题会议研究部署，层层压实责任。对反馈问题建立台账，实行销号管理，做到件件有着落、事事有回音。坚持把巡察整改与推进全面从严治党、加强作风建设、推动事业发展结合起来，建立健全长效机制，确保整改成效经得起检验。欢迎广大干部群众对巡察整改落实情况进行监督。: [306, 500, 374, 550]
- body-paragraph: 根据市委统一部署，市委巡察组对本单位开展了巡察，并就巡察情况进行了反馈。对照巡察组反馈的问题，党组高度重视，认真研究制定整改方案，明确整改任务、责任领导、责任科室和完成时限，逐项抓好整改落实。现将整改情况予以公布。党组书记切实履行第一责任人职责，带头领办重点问题，召开专题会议研究部署，层层压实责任。对反馈问题建立台账，实行销号管理，做到件件有着落、事事有回音。坚持把巡察整改与推进全面从严治党、加强作风建设、推动事业发展结合起来，建立健全长效机制，确保整改成效经得起检验。欢迎广大干部群众对巡察整改落实情况进行监督。: [225, 386, 293, 436]
- header-date: 2017年7月14日: [63, 12, 91, 16]
- body-paragraph: 根据市委统一部署，市委巡察组对本单位开展了巡察，并就巡察情况进行了反馈。对照巡察组反馈的问题，党组高度重视，认真研究制定整改方案，明确整改任务、责任领导、责任科室和完成时限，逐项抓好整改落实。现将整改情况予以公布。党组书记切实履行第一责任人职责，带头领办重点问题，召开专题会议研究部署，层层压实责任。对反馈问题建立台账，实行销号管理，做到件件有着落、事事有回音。坚持把巡察整改与推进全面从严治党、加强作风建设、推动事业发展结合起来，建立健全长效机制，确保整改成效经得起检验。欢迎广大干部群众对巡察整改落实情况进行监督。: [379, 288, 447, 338]
- text-column: [452, 92, 520, 616]
- text-column: [225, 92, 293, 616]
- body-paragraph: 根据市委统一部署，市委巡察组对本单位开展了巡察，并就巡察情况进行了反馈。对照巡察组反馈的问题，党组高度重视，认真研究制定整改方案，明确整改任务、责任领导、责任科室和完成时限，逐项抓好整改落实。现将整改情况予以公布。党组书记切实履行第一责任人职责，带头领办重点问题，召开专题会议研究部署，层层压实责任。对反馈问题建立台账，实行销号管理，做到件件有着落、事事有回音。坚持把巡察整改与推进全面从严治党、加强作风建设、推动事业发展结合起来，建立健全长效机制，确保整改成效经得起检验。欢迎广大干部群众对巡察整改落实情况进行监督。: [679, 190, 748, 240]
- body-paragraph: 根据市委统一部署，市委巡察组对本单位开展了巡察，并就巡察情况进行了反馈。对照巡察组反馈的问题，党组高度重视，认真研究制定整改方案，明确整改任务、责任领导、责任科室和完成时限，逐项抓好整改落实。现将整改情况予以公布。党组书记切实履行第一责任人职责，带头领办重点问题，召开专题会议研究部署，层层压实责任。对反馈问题建立台账，实行销号管理，做到件件有着落、事事有回音。坚持把巡察整改与推进全面从严治党、加强作风建设、推动事业发展结合起来，建立健全长效机制，确保整改成效经得起检验。欢迎广大干部群众对巡察整改落实情况进行监督。: [306, 402, 374, 452]
- page-header: [606, 10, 894, 28]
- body-paragraph: 根据市委统一部署，市委巡察组对本单位开展了巡察，并就巡察情况进行了反馈。对照巡察组反馈的问题，党组高度重视，认真研究制定整改方案，明确整改任务、责任领导、责任科室和完成时限，逐项抓好整改落实。现将整改情况予以公布。党组书记切实履行第一责任人职责，带头领办重点问题，召开专题会议研究部署，层层压实责任。对反馈问题建立台账，实行销号管理，做到件件有着落、事事有回音。坚持把巡察整改与推进全面从严治党、加强作风建设、推动事业发展结合起来，建立健全长效机制，确保整改成效经得起检验。欢迎广大干部群众对巡察整改落实情况进行监督。: [452, 451, 520, 501]
- body-paragraph: 根据市委统一部署，市委巡察组对本单位开展了巡察，并就巡察情况进行了反馈。对照巡察组反馈的问题，党组高度重视，认真研究制定整改方案，明确整改任务、责任领导、责任科室和完成时限，逐项抓好整改落实。现将整改情况予以公布。党组书记切实履行第一责任人职责，带头领办重点问题，召开专题会议研究部署，层层压实责任。对反馈问题建立台账，实行销号管理，做到件件有着落、事事有回音。坚持把巡察整改与推进全面从严治党、加强作风建设、推动事业发展结合起来，建立健全长效机制，确保整改成效经得起检验。欢迎广大干部群众对巡察整改落实情况进行监督。: [379, 239, 447, 289]
- header-rule: [606, 29, 894, 30]
- body-paragraph: 根据市委统一部署，市委巡察组对本单位开展了巡察，并就巡察情况进行了反馈。对照巡察组反馈的问题，党组高度重视，认真研究制定整改方案，明确整改任务、责任领导、责任科室和完成时限，逐项抓好整改落实。现将整改情况予以公布。党组书记切实履行第一责任人职责，带头领办重点问题，召开专题会议研究部署，层层压实责任。对反馈问题建立台账，实行销号管理，做到件件有着落、事事有回音。坚持把巡察整改与推进全面从严治党、加强作风建设、推动事业发展结合起来，建立健全长效机制，确保整改成效经得起检验。欢迎广大干部群众对巡察整改落实情况进行监督。: [825, 386, 894, 436]
- headline-line-1: 中共随州市农业局党组: [375, 49, 524, 65]
- section-subheading: 二、直面问题，抓实整改，确保整改工作全面完成: [79, 340, 147, 352]
- body-paragraph: 根据市委统一部署，市委巡察组对本单位开展了巡察，并就巡察情况进行了反馈。对照巡察组反馈的问题，党组高度重视，认真研究制定整改方案，明确整改任务、责任领导、责任科室和完成时限，逐项抓好整改落实。现将整改情况予以公布。党组书记切实履行第一责任人职责，带头领办重点问题，召开专题会议研究部署，层层压实责任。对反馈问题建立台账，实行销号管理，做到件件有着落、事事有回音。坚持把巡察整改与推进全面从严治党、加强作风建设、推动事业发展结合起来，建立健全长效机制，确保整改成效经得起检验。欢迎广大干部群众对巡察整改落实情况进行监督。: [452, 337, 520, 387]
- text-column: [606, 92, 674, 616]
- body-paragraph: 根据市委统一部署，市委巡察组对本单位开展了巡察，并就巡察情况进行了反馈。对照巡察组反馈的问题，党组高度重视，认真研究制定整改方案，明确整改任务、责任领导、责任科室和完成时限，逐项抓好整改落实。现将整改情况予以公布。党组书记切实履行第一责任人职责，带头领办重点问题，召开专题会议研究部署，层层压实责任。对反馈问题建立台账，实行销号管理，做到件件有着落、事事有回音。坚持把巡察整改与推进全面从严治党、加强作风建设、推动事业发展结合起来，建立健全长效机制，确保整改成效经得起检验。欢迎广大干部群众对巡察整改落实情况进行监督。: [752, 337, 821, 387]
- signature-org: 中共随州市人力资源和社会保障局党组: [225, 621, 283, 626]
- section-letter: B: [6, 12, 17, 27]
- section-label: 专题: [31, 12, 58, 26]
- body-paragraph: 根据市委统一部署，市委巡察组对本单位开展了巡察，并就巡察情况进行了反馈。对照巡察组反馈的问题，党组高度重视，认真研究制定整改方案，明确整改任务、责任领导、责任科室和完成时限，逐项抓好整改落实。现将整改情况予以公布。党组书记切实履行第一责任人职责，带头领办重点问题，召开专题会议研究部署，层层压实责任。对反馈问题建立台账，实行销号管理，做到件件有着落、事事有回音。坚持把巡察整改与推进全面从严治党、加强作风建设、推动事业发展结合起来，建立健全长效机制，确保整改成效经得起检验。欢迎广大干部群众对巡察整改落实情况进行监督。: [525, 92, 593, 142]
- body-paragraph: 根据市委统一部署，市委巡察组对本单位开展了巡察，并就巡察情况进行了反馈。对照巡察组反馈的问题，党组高度重视，认真研究制定整改方案，明确整改任务、责任领导、责任科室和完成时限，逐项抓好整改落实。现将整改情况予以公布。党组书记切实履行第一责任人职责，带头领办重点问题，召开专题会议研究部署，层层压实责任。对反馈问题建立台账，实行销号管理，做到件件有着落、事事有回音。坚持把巡察整改与推进全面从严治党、加强作风建设、推动事业发展结合起来，建立健全长效机制，确保整改成效经得起检验。欢迎广大干部群众对巡察整改落实情况进行监督。: [379, 141, 447, 191]
- body-paragraph: 根据市委统一部署，市委巡察组对本单位开展了巡察，并就巡察情况进行了反馈。对照巡察组反馈的问题，党组高度重视，认真研究制定整改方案，明确整改任务、责任领导、责任科室和完成时限，逐项抓好整改落实。现将整改情况予以公布。党组书记切实履行第一责任人职责，带头领办重点问题，召开专题会议研究部署，层层压实责任。对反馈问题建立台账，实行销号管理，做到件件有着落、事事有回音。坚持把巡察整改与推进全面从严治党、加强作风建设、推动事业发展结合起来，建立健全长效机制，确保整改成效经得起检验。欢迎广大干部群众对巡察整改落实情况进行监督。: [752, 190, 821, 240]
- body-paragraph: 根据市委统一部署，市委巡察组对本单位开展了巡察，并就巡察情况进行了反馈。对照巡察组反馈的问题，党组高度重视，认真研究制定整改方案，明确整改任务、责任领导、责任科室和完成时限，逐项抓好整改落实。现将整改情况予以公布。党组书记切实履行第一责任人职责，带头领办重点问题，召开专题会议研究部署，层层压实责任。对反馈问题建立台账，实行销号管理，做到件件有着落、事事有回音。坚持把巡察整改与推进全面从严治党、加强作风建设、推动事业发展结合起来，建立健全长效机制，确保整改成效经得起检验。欢迎广大干部群众对巡察整改落实情况进行监督。: [825, 92, 894, 142]
- body-paragraph: 根据市委统一部署，市委巡察组对本单位开展了巡察，并就巡察情况进行了反馈。对照巡察组反馈的问题，党组高度重视，认真研究制定整改方案，明确整改任务、责任领导、责任科室和完成时限，逐项抓好整改落实。现将整改情况予以公布。党组书记切实履行第一责任人职责，带头领办重点问题，召开专题会议研究部署，层层压实责任。对反馈问题建立台账，实行销号管理，做到件件有着落、事事有回音。坚持把巡察整改与推进全面从严治党、加强作风建设、推动事业发展结合起来，建立健全长效机制，确保整改成效经得起检验。欢迎广大干部群众对巡察整改落实情况进行监督。: [79, 402, 147, 452]
- body-paragraph: 根据市委统一部署，市委巡察组对本单位开展了巡察，并就巡察情况进行了反馈。对照巡察组反馈的问题，党组高度重视，认真研究制定整改方案，明确整改任务、责任领导、责任科室和完成时限，逐项抓好整改落实。现将整改情况予以公布。党组书记切实履行第一责任人职责，带头领办重点问题，召开专题会议研究部署，层层压实责任。对反馈问题建立台账，实行销号管理，做到件件有着落、事事有回音。坚持把巡察整改与推进全面从严治党、加强作风建设、推动事业发展结合起来，建立健全长效机制，确保整改成效经得起检验。欢迎广大干部群众对巡察整改落实情况进行监督。: [152, 402, 220, 452]
- body-paragraph: 根据市委统一部署，市委巡察组对本单位开展了巡察，并就巡察情况进行了反馈。对照巡察组反馈的问题，党组高度重视，认真研究制定整改方案，明确整改任务、责任领导、责任科室和完成时限，逐项抓好整改落实。现将整改情况予以公布。党组书记切实履行第一责任人职责，带头领办重点问题，召开专题会议研究部署，层层压实责任。对反馈问题建立台账，实行销号管理，做到件件有着落、事事有回音。坚持把巡察整改与推进全面从严治党、加强作风建设、推动事业发展结合起来，建立健全长效机制，确保整改成效经得起检验。欢迎广大干部群众对巡察整改落实情况进行监督。: [306, 304, 374, 354]
- body-paragraph: 根据市委统一部署，市委巡察组对本单位开展了巡察，并就巡察情况进行了反馈。对照巡察组反馈的问题，党组高度重视，认真研究制定整改方案，明确整改任务、责任领导、责任科室和完成时限，逐项抓好整改落实。现将整改情况予以公布。党组书记切实履行第一责任人职责，带头领办重点问题，召开专题会议研究部署，层层压实责任。对反馈问题建立台账，实行销号管理，做到件件有着落、事事有回音。坚持把巡察整改与推进全面从严治党、加强作风建设、推动事业发展结合起来，建立健全长效机制，确保整改成效经得起检验。欢迎广大干部群众对巡察整改落实情况进行监督。: [825, 337, 894, 387]
- body-paragraph: 根据市委统一部署，市委巡察组对本单位开展了巡察，并就巡察情况进行了反馈。对照巡察组反馈的问题，党组高度重视，认真研究制定整改方案，明确整改任务、责任领导、责任科室和完成时限，逐项抓好整改落实。现将整改情况予以公布。党组书记切实履行第一责任人职责，带头领办重点问题，召开专题会议研究部署，层层压实责任。对反馈问题建立台账，实行销号管理，做到件件有着落、事事有回音。坚持把巡察整改与推进全面从严治党、加强作风建设、推动事业发展结合起来，建立健全长效机制，确保整改成效经得起检验。欢迎广大干部群众对巡察整改落实情况进行监督。: [606, 353, 675, 403]
- text-column: [525, 92, 593, 616]
- signature-org: 中共随州市农业局党组: [549, 621, 583, 626]
- body-paragraph: 根据市委统一部署，市委巡察组对本单位开展了巡察，并就巡察情况进行了反馈。对照巡察组反馈的问题，党组高度重视，认真研究制定整改方案，明确整改任务、责任领导、责任科室和完成时限，逐项抓好整改落实。现将整改情况予以公布。党组书记切实履行第一责任人职责，带头领办重点问题，召开专题会议研究部署，层层压实责任。对反馈问题建立台账，实行销号管理，做到件件有着落、事事有回音。坚持把巡察整改与推进全面从严治党、加强作风建设、推动事业发展结合起来，建立健全长效机制，确保整改成效经得起检验。欢迎广大干部群众对巡察整改落实情况进行监督。: [79, 353, 147, 403]
- text-column: [753, 92, 821, 616]
- body-paragraph: 根据市委统一部署，市委巡察组对本单位开展了巡察，并就巡察情况进行了反馈。对照巡察组反馈的问题，党组高度重视，认真研究制定整改方案，明确整改任务、责任领导、责任科室和完成时限，逐项抓好整改落实。现将整改情况予以公布。党组书记切实履行第一责任人职责，带头领办重点问题，召开专题会议研究部署，层层压实责任。对反馈问题建立台账，实行销号管理，做到件件有着落、事事有回音。坚持把巡察整改与推进全面从严治党、加强作风建设、推动事业发展结合起来，建立健全长效机制，确保整改成效经得起检验。欢迎广大干部群众对巡察整改落实情况进行监督。: [6, 451, 74, 501]
- body-paragraph: 根据市委统一部署，市委巡察组对本单位开展了巡察，并就巡察情况进行了反馈。对照巡察组反馈的问题，党组高度重视，认真研究制定整改方案，明确整改任务、责任领导、责任科室和完成时限，逐项抓好整改落实。现将整改情况予以公布。党组书记切实履行第一责任人职责，带头领办重点问题，召开专题会议研究部署，层层压实责任。对反馈问题建立台账，实行销号管理，做到件件有着落、事事有回音。坚持把巡察整改与推进全面从严治党、加强作风建设、推动事业发展结合起来，建立健全长效机制，确保整改成效经得起检验。欢迎广大干部群众对巡察整改落实情况进行监督。: [79, 500, 147, 550]
- body-paragraph: 根据市委统一部署，市委巡察组对本单位开展了巡察，并就巡察情况进行了反馈。对照巡察组反馈的问题，党组高度重视，认真研究制定整改方案，明确整改任务、责任领导、责任科室和完成时限，逐项抓好整改落实。现将整改情况予以公布。党组书记切实履行第一责任人职责，带头领办重点问题，召开专题会议研究部署，层层压实责任。对反馈问题建立台账，实行销号管理，做到件件有着落、事事有回音。坚持把巡察整改与推进全面从严治党、加强作风建设、推动事业发展结合起来，建立健全长效机制，确保整改成效经得起检验。欢迎广大干部群众对巡察整改落实情况进行监督。: [225, 92, 293, 142]
- section-subheading: 二、立改立行，强化问题导向，整改任务有力推动，全面落实: [379, 340, 447, 352]
- masthead-center-right: 随州日报: [536, 10, 589, 24]
- headline-line-1: 中共随州市民政局党组: [676, 49, 824, 65]
- body-paragraph: 根据市委统一部署，市委巡察组对本单位开展了巡察，并就巡察情况进行了反馈。对照巡察组反馈的问题，党组高度重视，认真研究制定整改方案，明确整改任务、责任领导、责任科室和完成时限，逐项抓好整改落实。现将整改情况予以公布。党组书记切实履行第一责任人职责，带头领办重点问题，召开专题会议研究部署，层层压实责任。对反馈问题建立台账，实行销号管理，做到件件有着落、事事有回音。坚持把巡察整改与推进全面从严治党、加强作风建设、推动事业发展结合起来，建立健全长效机制，确保整改成效经得起检验。欢迎广大干部群众对巡察整改落实情况进行监督。: [606, 304, 675, 354]
- body-paragraph: 根据市委统一部署，市委巡察组对本单位开展了巡察，并就巡察情况进行了反馈。对照巡察组反馈的问题，党组高度重视，认真研究制定整改方案，明确整改任务、责任领导、责任科室和完成时限，逐项抓好整改落实。现将整改情况予以公布。党组书记切实履行第一责任人职责，带头领办重点问题，召开专题会议研究部署，层层压实责任。对反馈问题建立台账，实行销号管理，做到件件有着落、事事有回音。坚持把巡察整改与推进全面从严治党、加强作风建设、推动事业发展结合起来，建立健全长效机制，确保整改成效经得起检验。欢迎广大干部群众对巡察整改落实情况进行监督。: [79, 92, 147, 142]
- body-paragraph: 根据市委统一部署，市委巡察组对本单位开展了巡察，并就巡察情况进行了反馈。对照巡察组反馈的问题，党组高度重视，认真研究制定整改方案，明确整改任务、责任领导、责任科室和完成时限，逐项抓好整改落实。现将整改情况予以公布。党组书记切实履行第一责任人职责，带头领办重点问题，召开专题会议研究部署，层层压实责任。对反馈问题建立台账，实行销号管理，做到件件有着落、事事有回音。坚持把巡察整改与推进全面从严治党、加强作风建设、推动事业发展结合起来，建立健全长效机制，确保整改成效经得起检验。欢迎广大干部群众对巡察整改落实情况进行监督。: [225, 337, 293, 387]
- header-info: [63, 12, 95, 22]
- article-signature: [850, 622, 884, 631]
- body-paragraph: 根据市委统一部署，市委巡察组对本单位开展了巡察，并就巡察情况进行了反馈。对照巡察组反馈的问题，党组高度重视，认真研究制定整改方案，明确整改任务、责任领导、责任科室和完成时限，逐项抓好整改落实。现将整改情况予以公布。党组书记切实履行第一责任人职责，带头领办重点问题，召开专题会议研究部署，层层压实责任。对反馈问题建立台账，实行销号管理，做到件件有着落、事事有回音。坚持把巡察整改与推进全面从严治党、加强作风建设、推动事业发展结合起来，建立健全长效机制，确保整改成效经得起检验。欢迎广大干部群众对巡察整改落实情况进行监督。: [452, 239, 520, 289]
- section-subheading: 三、以巡察整改为契机，扎实推进全面从严治党向纵深发展: [752, 389, 821, 401]
- body-paragraph: 根据市委统一部署，市委巡察组对本单位开展了巡察，并就巡察情况进行了反馈。对照巡察组反馈的问题，党组高度重视，认真研究制定整改方案，明确整改任务、责任领导、责任科室和完成时限，逐项抓好整改落实。现将整改情况予以公布。党组书记切实履行第一责任人职责，带头领办重点问题，召开专题会议研究部署，层层压实责任。对反馈问题建立台账，实行销号管理，做到件件有着落、事事有回音。坚持把巡察整改与推进全面从严治党、加强作风建设、推动事业发展结合起来，建立健全长效机制，确保整改成效经得起检验。欢迎广大干部群众对巡察整改落实情况进行监督。: [752, 92, 821, 142]
- body-paragraph: 根据市委统一部署，市委巡察组对本单位开展了巡察，并就巡察情况进行了反馈。对照巡察组反馈的问题，党组高度重视，认真研究制定整改方案，明确整改任务、责任领导、责任科室和完成时限，逐项抓好整改落实。现将整改情况予以公布。党组书记切实履行第一责任人职责，带头领办重点问题，召开专题会议研究部署，层层压实责任。对反馈问题建立台账，实行销号管理，做到件件有着落、事事有回音。坚持把巡察整改与推进全面从严治党、加强作风建设、推动事业发展结合起来，建立健全长效机制，确保整改成效经得起检验。欢迎广大干部群众对巡察整改落实情况进行监督。: [452, 402, 520, 452]
- article-columns: [6, 92, 293, 616]
- body-paragraph: 根据市委统一部署，市委巡察组对本单位开展了巡察，并就巡察情况进行了反馈。对照巡察组反馈的问题，党组高度重视，认真研究制定整改方案，明确整改任务、责任领导、责任科室和完成时限，逐项抓好整改落实。现将整改情况予以公布。党组书记切实履行第一责任人职责，带头领办重点问题，召开专题会议研究部署，层层压实责任。对反馈问题建立台账，实行销号管理，做到件件有着落、事事有回音。坚持把巡察整改与推进全面从严治党、加强作风建设、推动事业发展结合起来，建立健全长效机制，确保整改成效经得起检验。欢迎广大干部群众对巡察整改落实情况进行监督。: [752, 402, 821, 452]
- body-paragraph: 根据市委统一部署，市委巡察组对本单位开展了巡察，并就巡察情况进行了反馈。对照巡察组反馈的问题，党组高度重视，认真研究制定整改方案，明确整改任务、责任领导、责任科室和完成时限，逐项抓好整改落实。现将整改情况予以公布。党组书记切实履行第一责任人职责，带头领办重点问题，召开专题会议研究部署，层层压实责任。对反馈问题建立台账，实行销号管理，做到件件有着落、事事有回音。坚持把巡察整改与推进全面从严治党、加强作风建设、推动事业发展结合起来，建立健全长效机制，确保整改成效经得起检验。欢迎广大干部群众对巡察整改落实情况进行监督。: [6, 156, 74, 206]
- body-paragraph: 根据市委统一部署，市委巡察组对本单位开展了巡察，并就巡察情况进行了反馈。对照巡察组反馈的问题，党组高度重视，认真研究制定整改方案，明确整改任务、责任领导、责任科室和完成时限，逐项抓好整改落实。现将整改情况予以公布。党组书记切实履行第一责任人职责，带头领办重点问题，召开专题会议研究部署，层层压实责任。对反馈问题建立台账，实行销号管理，做到件件有着落、事事有回音。坚持把巡察整改与推进全面从严治党、加强作风建设、推动事业发展结合起来，建立健全长效机制，确保整改成效经得起检验。欢迎广大干部群众对巡察整改落实情况进行监督。: [79, 451, 147, 501]
- body-paragraph: 根据市委统一部署，市委巡察组对本单位开展了巡察，并就巡察情况进行了反馈。对照巡察组反馈的问题，党组高度重视，认真研究制定整改方案，明确整改任务、责任领导、责任科室和完成时限，逐项抓好整改落实。现将整改情况予以公布。党组书记切实履行第一责任人职责，带头领办重点问题，召开专题会议研究部署，层层压实责任。对反馈问题建立台账，实行销号管理，做到件件有着落、事事有回音。坚持把巡察整改与推进全面从严治党、加强作风建设、推动事业发展结合起来，建立健全长效机制，确保整改成效经得起检验。欢迎广大干部群众对巡察整改落实情况进行监督。: [6, 353, 74, 403]
- body-paragraph: 根据市委统一部署，市委巡察组对本单位开展了巡察，并就巡察情况进行了反馈。对照巡察组反馈的问题，党组高度重视，认真研究制定整改方案，明确整改任务、责任领导、责任科室和完成时限，逐项抓好整改落实。现将整改情况予以公布。党组书记切实履行第一责任人职责，带头领办重点问题，召开专题会议研究部署，层层压实责任。对反馈问题建立台账，实行销号管理，做到件件有着落、事事有回音。坚持把巡察整改与推进全面从严治党、加强作风建设、推动事业发展结合起来，建立健全长效机制，确保整改成效经得起检验。欢迎广大干部群众对巡察整改落实情况进行监督。: [79, 190, 147, 240]
- text-column: [379, 92, 447, 616]
- body-paragraph: 根据市委统一部署，市委巡察组对本单位开展了巡察，并就巡察情况进行了反馈。对照巡察组反馈的问题，党组高度重视，认真研究制定整改方案，明确整改任务、责任领导、责任科室和完成时限，逐项抓好整改落实。现将整改情况予以公布。党组书记切实履行第一责任人职责，带头领办重点问题，召开专题会议研究部署，层层压实责任。对反馈问题建立台账，实行销号管理，做到件件有着落、事事有回音。坚持把巡察整改与推进全面从严治党、加强作风建设、推动事业发展结合起来，建立健全长效机制，确保整改成效经得起检验。欢迎广大干部群众对巡察整改落实情况进行监督。: [6, 500, 74, 550]
- body-paragraph: 根据市委统一部署，市委巡察组对本单位开展了巡察，并就巡察情况进行了反馈。对照巡察组反馈的问题，党组高度重视，认真研究制定整改方案，明确整改任务、责任领导、责任科室和完成时限，逐项抓好整改落实。现将整改情况予以公布。党组书记切实履行第一责任人职责，带头领办重点问题，召开专题会议研究部署，层层压实责任。对反馈问题建立台账，实行销号管理，做到件件有着落、事事有回音。坚持把巡察整改与推进全面从严治党、加强作风建设、推动事业发展结合起来，建立健全长效机制，确保整改成效经得起检验。欢迎广大干部群众对巡察整改落实情况进行监督。: [606, 402, 675, 452]
- body-paragraph: 根据市委统一部署，市委巡察组对本单位开展了巡察，并就巡察情况进行了反馈。对照巡察组反馈的问题，党组高度重视，认真研究制定整改方案，明确整改任务、责任领导、责任科室和完成时限，逐项抓好整改落实。现将整改情况予以公布。党组书记切实履行第一责任人职责，带头领办重点问题，召开专题会议研究部署，层层压实责任。对反馈问题建立台账，实行销号管理，做到件件有着落、事事有回音。坚持把巡察整改与推进全面从严治党、加强作风建设、推动事业发展结合起来，建立健全长效机制，确保整改成效经得起检验。欢迎广大干部群众对巡察整改落实情况进行监督。: [79, 141, 147, 191]
- body-paragraph: 根据市委统一部署，市委巡察组对本单位开展了巡察，并就巡察情况进行了反馈。对照巡察组反馈的问题，党组高度重视，认真研究制定整改方案，明确整改任务、责任领导、责任科室和完成时限，逐项抓好整改落实。现将整改情况予以公布。党组书记切实履行第一责任人职责，带头领办重点问题，召开专题会议研究部署，层层压实责任。对反馈问题建立台账，实行销号管理，做到件件有着落、事事有回音。坚持把巡察整改与推进全面从严治党、加强作风建设、推动事业发展结合起来，建立健全长效机制，确保整改成效经得起检验。欢迎广大干部群众对巡察整改落实情况进行监督。: [452, 141, 520, 191]
- body-paragraph: 根据市委统一部署，市委巡察组对本单位开展了巡察，并就巡察情况进行了反馈。对照巡察组反馈的问题，党组高度重视，认真研究制定整改方案，明确整改任务、责任领导、责任科室和完成时限，逐项抓好整改落实。现将整改情况予以公布。党组书记切实履行第一责任人职责，带头领办重点问题，召开专题会议研究部署，层层压实责任。对反馈问题建立台账，实行销号管理，做到件件有着落、事事有回音。坚持把巡察整改与推进全面从严治党、加强作风建设、推动事业发展结合起来，建立健全长效机制，确保整改成效经得起检验。欢迎广大干部群众对巡察整改落实情况进行监督。: [679, 239, 748, 289]
- headline-line-1: 中共随州市人力资源和社会保障局党组: [23, 49, 276, 65]
- body-paragraph: 根据市委统一部署，市委巡察组对本单位开展了巡察，并就巡察情况进行了反馈。对照巡察组反馈的问题，党组高度重视，认真研究制定整改方案，明确整改任务、责任领导、责任科室和完成时限，逐项抓好整改落实。现将整改情况予以公布。党组书记切实履行第一责任人职责，带头领办重点问题，召开专题会议研究部署，层层压实责任。对反馈问题建立台账，实行销号管理，做到件件有着落、事事有回音。坚持把巡察整改与推进全面从严治党、加强作风建设、推动事业发展结合起来，建立健全长效机制，确保整改成效经得起检验。欢迎广大干部群众对巡察整改落实情况进行监督。: [752, 239, 821, 289]
- body-paragraph: 根据市委统一部署，市委巡察组对本单位开展了巡察，并就巡察情况进行了反馈。对照巡察组反馈的问题，党组高度重视，认真研究制定整改方案，明确整改任务、责任领导、责任科室和完成时限，逐项抓好整改落实。现将整改情况予以公布。党组书记切实履行第一责任人职责，带头领办重点问题，召开专题会议研究部署，层层压实责任。对反馈问题建立台账，实行销号管理，做到件件有着落、事事有回音。坚持把巡察整改与推进全面从严治党、加强作风建设、推动事业发展结合起来，建立健全长效机制，确保整改成效经得起检验。欢迎广大干部群众对巡察整改落实情况进行监督。: [452, 288, 520, 338]
- page-right: [600, 0, 900, 640]
- masthead: 随州日报: [608, 10, 661, 24]
- body-paragraph: 根据市委统一部署，市委巡察组对本单位开展了巡察，并就巡察情况进行了反馈。对照巡察组反馈的问题，党组高度重视，认真研究制定整改方案，明确整改任务、责任领导、责任科室和完成时限，逐项抓好整改落实。现将整改情况予以公布。党组书记切实履行第一责任人职责，带头领办重点问题，召开专题会议研究部署，层层压实责任。对反馈问题建立台账，实行销号管理，做到件件有着落、事事有回音。坚持把巡察整改与推进全面从严治党、加强作风建设、推动事业发展结合起来，建立健全长效机制，确保整改成效经得起检验。欢迎广大干部群众对巡察整改落实情况进行监督。: [825, 190, 894, 240]
- body-paragraph: 根据市委统一部署，市委巡察组对本单位开展了巡察，并就巡察情况进行了反馈。对照巡察组反馈的问题，党组高度重视，认真研究制定整改方案，明确整改任务、责任领导、责任科室和完成时限，逐项抓好整改落实。现将整改情况予以公布。党组书记切实履行第一责任人职责，带头领办重点问题，召开专题会议研究部署，层层压实责任。对反馈问题建立台账，实行销号管理，做到件件有着落、事事有回音。坚持把巡察整改与推进全面从严治党、加强作风建设、推动事业发展结合起来，建立健全长效机制，确保整改成效经得起检验。欢迎广大干部群众对巡察整改落实情况进行监督。: [379, 500, 447, 550]
- body-paragraph: 根据市委统一部署，市委巡察组对本单位开展了巡察，并就巡察情况进行了反馈。对照巡察组反馈的问题，党组高度重视，认真研究制定整改方案，明确整改任务、责任领导、责任科室和完成时限，逐项抓好整改落实。现将整改情况予以公布。党组书记切实履行第一责任人职责，带头领办重点问题，召开专题会议研究部署，层层压实责任。对反馈问题建立台账，实行销号管理，做到件件有着落、事事有回音。坚持把巡察整改与推进全面从严治党、加强作风建设、推动事业发展结合起来，建立健全长效机制，确保整改成效经得起检验。欢迎广大干部群众对巡察整改落实情况进行监督。: [306, 156, 374, 206]
